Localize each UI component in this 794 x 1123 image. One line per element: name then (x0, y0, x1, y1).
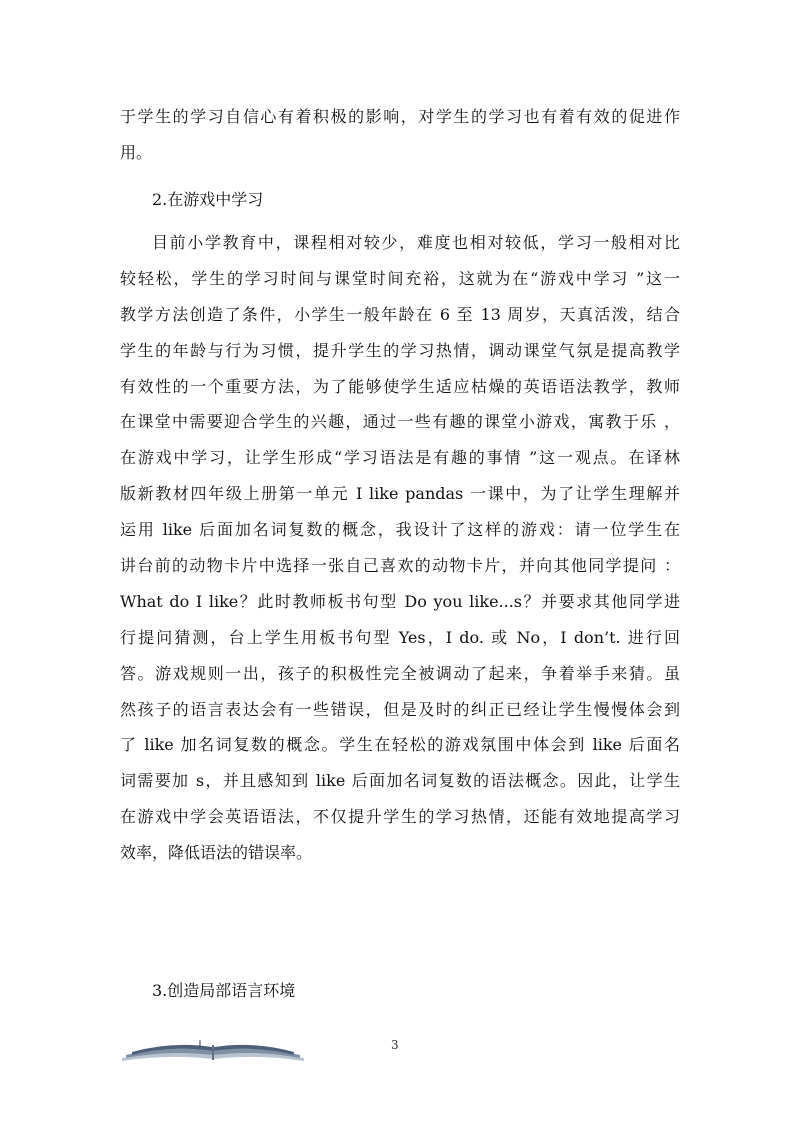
text-line: 目前小学教育中，课程相对较少，难度也相对较低，学习一般相对比 (152, 233, 680, 252)
text-line: 答。游戏规则一出，孩子的积极性完全被调动了起来，争着举手来猜。虽 (120, 663, 680, 683)
text-line: 版新教材四年级上册第一单元 I like pandas 一课中，为了让学生理解并 (120, 484, 680, 504)
open-book-icon (118, 1038, 308, 1062)
text-line: 词需要加 s，并且感知到 like 后面加名词复数的语法概念。因此，让学生 (120, 771, 680, 791)
text-line: 于学生的学习自信心有着积极的影响，对学生的学习也有着有效的促进作 (120, 107, 680, 126)
text-line: 讲台前的动物卡片中选择一张自己喜欢的动物卡片，并向其他同学提问 ： (120, 556, 680, 576)
text-line: 效率，降低语法的错误率。 (120, 843, 313, 863)
text-line: 用。 (120, 142, 153, 162)
text-line: 学生的年龄与行为习惯，提升学生的学习热情，调动课堂气氛是提高教学 (120, 340, 680, 360)
text-line: 了 like 加名词复数的概念。学生在轻松的游戏氛围中体会到 like 后面名 (120, 735, 680, 755)
page-number: 3 (391, 1038, 399, 1052)
text-line: 在课堂中需要迎合学生的兴趣，通过一些有趣的课堂小游戏，寓教于乐 ， (120, 412, 680, 432)
text-line: 运用 like 后面加名词复数的概念，我设计了这样的游戏：请一位学生在 (120, 520, 680, 540)
text-line: 有效性的一个重要方法，为了能够使学生适应枯燥的英语语法教学，教师 (120, 376, 680, 396)
text-line: 较轻松，学生的学习时间与课堂时间充裕，这就为在“游戏中学习 ”这一 (120, 268, 680, 288)
text-line: 然孩子的语言表达会有一些错误，但是及时的纠正已经让学生慢慢体会到 (120, 699, 680, 719)
text-line: What do I like？此时教师板书句型 Do you like...s？并要求其他同学进 (120, 591, 680, 611)
paragraph-play-learning (120, 225, 680, 871)
section-heading-2: 2.在游戏中学习 (152, 190, 264, 209)
text-line: 行提问猜测，台上学生用板书句型 Yes，I do. 或 No，I don’t. 进行回 (120, 627, 680, 647)
paragraph-intro (120, 99, 680, 171)
text-line: 在游戏中学习，让学生形成“学习语法是有趣的事情 ”这一观点。在译林 (120, 448, 680, 468)
section-heading-3: 3.创造局部语言环境 (152, 981, 296, 1000)
text-line: 教学方法创造了条件，小学生一般年龄在 6 至 13 周岁，天真活泼，结合 (120, 304, 680, 324)
text-line: 在游戏中学会英语语法，不仅提升学生的学习热情，还能有效地提高学习 (120, 807, 680, 827)
